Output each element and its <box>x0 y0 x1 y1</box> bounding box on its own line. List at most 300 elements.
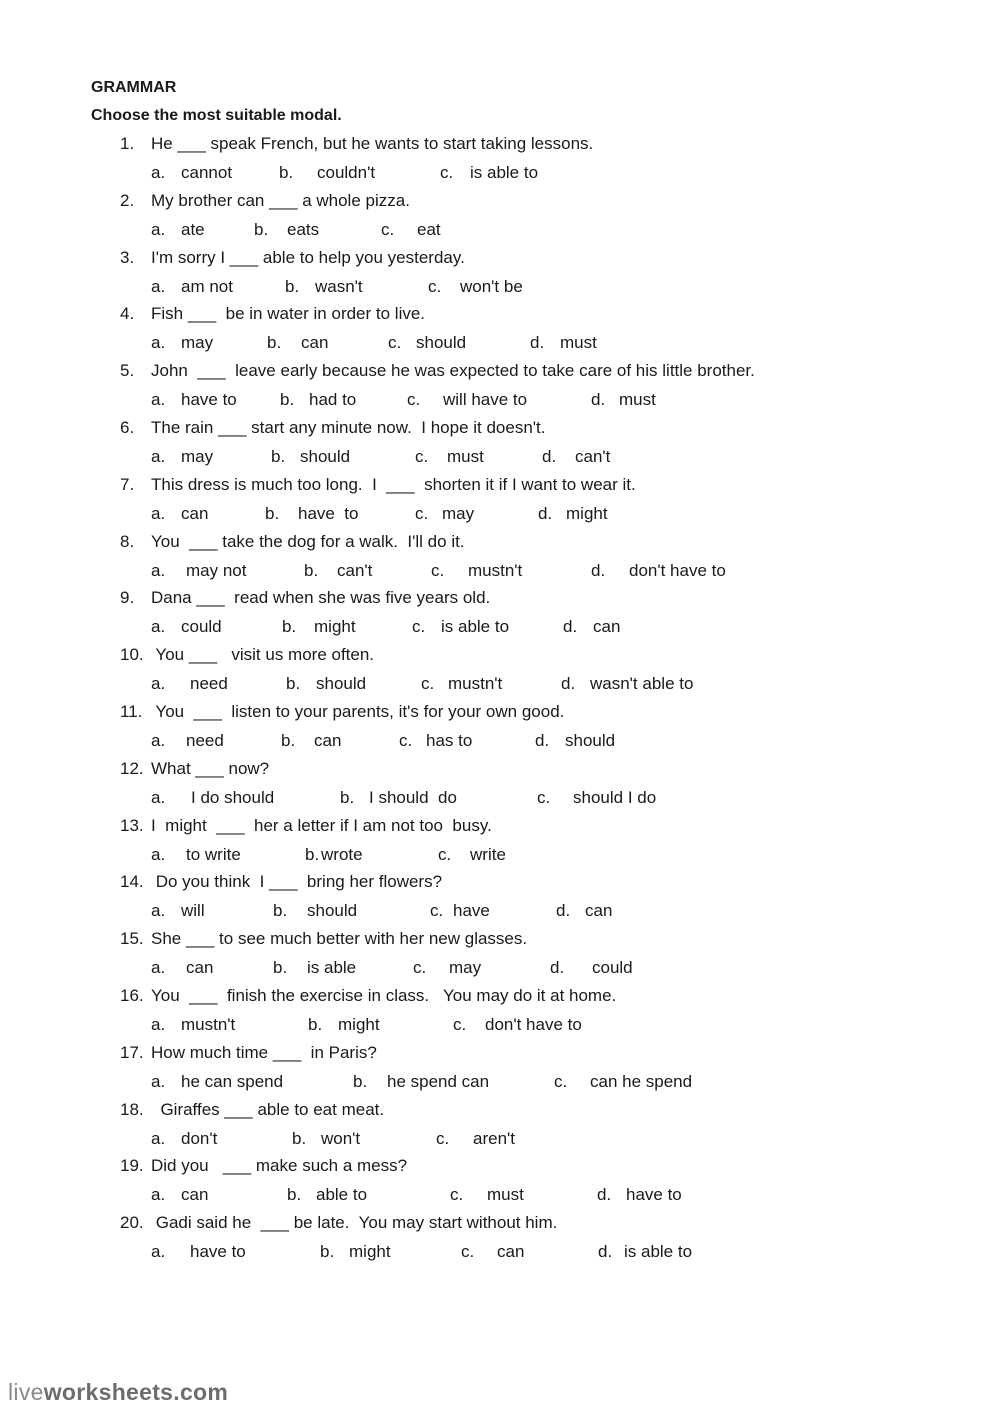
option-text: cannot <box>181 163 233 182</box>
option-text: will <box>181 901 205 921</box>
question-item <box>0 586 1000 643</box>
option-letter: c. <box>415 446 429 466</box>
option-text: couldn't <box>317 163 376 182</box>
option-text: ate <box>181 219 205 239</box>
option-letter: a. <box>151 1242 166 1262</box>
logo-brand: worksheets.com <box>43 1379 229 1405</box>
option-text: can <box>301 333 329 353</box>
option-text: don't have to <box>629 560 726 580</box>
option-text: is able <box>307 958 357 978</box>
answer-option[interactable] <box>286 672 366 696</box>
answer-option[interactable] <box>151 502 208 526</box>
option-letter: c. <box>381 219 395 239</box>
option-text: have to <box>626 1185 682 1205</box>
answer-option[interactable] <box>151 843 241 867</box>
answer-option[interactable] <box>151 672 228 696</box>
option-text: wrote <box>321 844 363 864</box>
option-letter: d. <box>598 1242 613 1262</box>
question-stem <box>120 246 465 270</box>
question-stem <box>120 984 616 1008</box>
question-number: 14. <box>120 872 144 892</box>
answer-option[interactable] <box>542 445 610 469</box>
option-letter: b. <box>308 1014 323 1034</box>
option-text: may <box>449 958 482 978</box>
option-text: may not <box>186 560 247 580</box>
option-letter: b. <box>282 617 297 637</box>
option-text: eats <box>287 219 320 239</box>
option-text: have to <box>298 503 359 523</box>
question-item <box>0 302 1000 359</box>
option-text: aren't <box>473 1128 515 1148</box>
answer-option[interactable] <box>431 559 522 583</box>
question-text: Did you ___ make such a mess? <box>151 1156 408 1176</box>
option-letter: a. <box>151 276 166 296</box>
option-text: won't <box>321 1128 361 1148</box>
answer-option[interactable] <box>151 1013 235 1037</box>
answer-option[interactable] <box>151 786 274 810</box>
answer-option[interactable] <box>340 786 457 810</box>
question-number: 6. <box>120 417 135 437</box>
answer-option[interactable] <box>554 1070 692 1094</box>
option-text: must <box>487 1185 524 1205</box>
question-item <box>0 473 1000 530</box>
answer-option[interactable] <box>151 559 246 583</box>
question-stem <box>120 530 465 554</box>
question-text: Fish ___ be in water in order to live. <box>151 304 426 324</box>
question-item <box>0 870 1000 927</box>
option-text: can't <box>337 560 373 580</box>
question-stem <box>120 189 410 213</box>
answer-option[interactable] <box>151 1127 217 1151</box>
option-letter: c. <box>428 276 442 296</box>
question-text: John ___ leave early because he was expected to take care of his little brother. <box>151 361 755 381</box>
liveworksheets-logo[interactable] <box>8 1379 228 1406</box>
option-text: need <box>186 730 224 750</box>
question-item <box>0 757 1000 814</box>
option-letter: c. <box>399 730 413 750</box>
option-letter: c. <box>430 901 444 921</box>
option-letter: a. <box>151 1071 166 1091</box>
option-letter: c. <box>554 1071 568 1091</box>
option-letter: a. <box>151 1185 166 1205</box>
question-item <box>0 1098 1000 1155</box>
question-number: 19. <box>120 1156 144 1176</box>
answer-option[interactable] <box>151 275 233 299</box>
answer-option[interactable] <box>151 331 213 355</box>
answer-option[interactable] <box>279 161 375 185</box>
question-stem <box>120 757 269 781</box>
option-text: mustn't <box>181 1014 236 1034</box>
answer-option[interactable] <box>320 1240 391 1264</box>
option-text: need <box>190 674 228 694</box>
answer-option[interactable] <box>412 615 509 639</box>
question-item <box>0 927 1000 984</box>
question-item <box>0 416 1000 473</box>
option-letter: c. <box>413 958 427 978</box>
option-text: must <box>560 333 597 353</box>
question-text: This dress is much too long. I ___ shorten it if I want to wear it. <box>151 474 636 494</box>
option-text: may <box>181 333 214 353</box>
question-item <box>0 246 1000 303</box>
option-letter: d. <box>535 730 550 750</box>
question-item <box>0 1211 1000 1268</box>
question-text: My brother can ___ a whole pizza. <box>151 190 410 210</box>
option-letter: b. <box>265 503 280 523</box>
question-number: 7. <box>120 474 135 494</box>
answer-option[interactable] <box>537 786 656 810</box>
option-letter: a. <box>151 730 166 750</box>
answer-option[interactable] <box>413 956 481 980</box>
question-number: 2. <box>120 190 135 210</box>
option-text: wasn't <box>315 276 363 296</box>
option-text: have to <box>181 390 237 410</box>
option-letter: d. <box>597 1185 612 1205</box>
answer-option[interactable] <box>151 1070 283 1094</box>
question-stem <box>120 927 527 951</box>
answer-option[interactable] <box>151 388 237 412</box>
option-text: can <box>181 503 209 523</box>
option-letter: c. <box>431 560 445 580</box>
answer-option[interactable] <box>151 729 224 753</box>
option-letter: a. <box>151 787 166 807</box>
answer-option[interactable] <box>273 899 357 923</box>
option-text: can <box>314 730 342 750</box>
answer-option[interactable] <box>292 1127 360 1151</box>
answer-option[interactable] <box>388 331 466 355</box>
option-text: can <box>181 1185 209 1205</box>
option-letter: a. <box>151 503 166 523</box>
answer-option[interactable] <box>151 1240 246 1264</box>
option-text: am not <box>181 276 233 296</box>
option-text: can <box>585 901 613 921</box>
question-number: 3. <box>120 247 135 267</box>
answer-option[interactable] <box>556 899 612 923</box>
answer-option[interactable] <box>305 843 363 867</box>
answer-option[interactable] <box>271 445 350 469</box>
option-text: could <box>181 617 222 637</box>
option-letter: a. <box>151 560 166 580</box>
answer-option[interactable] <box>280 388 356 412</box>
question-stem <box>120 814 492 838</box>
option-text: should I do <box>573 787 657 807</box>
option-letter: d. <box>591 560 606 580</box>
question-stem <box>120 1098 384 1122</box>
answer-option[interactable] <box>285 275 363 299</box>
question-text: He ___ speak French, but he wants to start taking lessons. <box>151 134 594 153</box>
option-letter: d. <box>556 901 571 921</box>
worksheet-title: GRAMMAR <box>91 79 177 96</box>
option-letter: c. <box>461 1242 475 1262</box>
option-letter: b. <box>340 787 355 807</box>
question-stem <box>120 359 755 383</box>
option-letter: c. <box>537 787 551 807</box>
option-letter: a. <box>151 958 166 978</box>
option-text: might <box>314 617 356 637</box>
instruction-text: Choose the most suitable modal. <box>91 107 342 124</box>
option-text: wasn't able to <box>590 674 694 694</box>
option-text: must <box>619 390 656 410</box>
option-letter: c. <box>453 1014 467 1034</box>
option-text: mustn't <box>448 674 503 694</box>
question-stem <box>120 132 593 156</box>
answer-option[interactable] <box>440 161 538 185</box>
answer-option[interactable] <box>415 502 474 526</box>
option-letter: a. <box>151 844 166 864</box>
answer-option[interactable] <box>591 388 656 412</box>
question-text: Dana ___ read when she was five years old. <box>151 588 491 608</box>
question-item <box>0 530 1000 587</box>
option-letter: d. <box>538 503 553 523</box>
answer-option[interactable] <box>282 615 356 639</box>
question-text: Do you think I ___ bring her flowers? <box>151 872 443 892</box>
question-list <box>0 132 1000 1268</box>
option-letter: b. <box>287 1185 302 1205</box>
question-text: The rain ___ start any minute now. I hope it doesn't. <box>151 417 546 437</box>
option-letter: b. <box>273 901 288 921</box>
option-text: is able to <box>470 163 539 182</box>
answer-option[interactable] <box>273 956 356 980</box>
answer-option[interactable] <box>287 1183 367 1207</box>
option-text: he spend can <box>387 1071 490 1091</box>
option-letter: b. <box>353 1071 368 1091</box>
question-number: 8. <box>120 531 135 551</box>
answer-option[interactable] <box>598 1240 692 1264</box>
option-text: don't have to <box>485 1014 582 1034</box>
answer-option[interactable] <box>535 729 615 753</box>
option-letter: b. <box>279 163 294 182</box>
answer-option[interactable] <box>453 1013 582 1037</box>
question-number: 1. <box>120 134 135 153</box>
question-stem <box>120 870 442 894</box>
question-stem <box>120 1041 377 1065</box>
option-text: should <box>300 446 351 466</box>
option-letter: c. <box>421 674 435 694</box>
option-text: may <box>181 446 214 466</box>
option-text: I should do <box>369 787 457 807</box>
question-stem <box>120 1211 557 1235</box>
option-text: mustn't <box>468 560 523 580</box>
answer-option[interactable] <box>304 559 372 583</box>
option-letter: b. <box>286 674 301 694</box>
option-text: may <box>442 503 475 523</box>
question-number: 13. <box>120 815 144 835</box>
option-letter: a. <box>151 219 166 239</box>
option-text: able to <box>316 1185 368 1205</box>
question-item <box>0 1041 1000 1098</box>
question-stem <box>120 700 564 724</box>
question-stem <box>120 586 490 610</box>
option-letter: d. <box>542 446 557 466</box>
question-item <box>0 643 1000 700</box>
option-letter: c. <box>440 163 454 182</box>
option-text: could <box>592 958 633 978</box>
option-letter: b. <box>254 219 269 239</box>
question-number: 4. <box>120 304 135 324</box>
question-text: How much time ___ in Paris? <box>151 1042 377 1062</box>
question-stem <box>120 473 636 497</box>
logo-prefix: live <box>8 1379 44 1405</box>
option-letter: b. <box>271 446 286 466</box>
answer-option[interactable] <box>151 956 213 980</box>
question-item <box>0 132 1000 189</box>
answer-option[interactable] <box>151 615 222 639</box>
question-text: What ___ now? <box>151 758 270 778</box>
question-item <box>0 359 1000 416</box>
answer-option[interactable] <box>407 388 527 412</box>
option-text: will have to <box>443 390 528 410</box>
answer-option[interactable] <box>399 729 472 753</box>
option-text: don't <box>181 1128 218 1148</box>
question-item <box>0 189 1000 246</box>
answer-option[interactable] <box>597 1183 682 1207</box>
option-text: must <box>447 446 484 466</box>
question-item <box>0 700 1000 757</box>
answer-option[interactable] <box>550 956 633 980</box>
option-text: have to <box>190 1242 246 1262</box>
option-text: is able to <box>624 1242 693 1262</box>
option-text: might <box>338 1014 380 1034</box>
answer-option[interactable] <box>265 502 359 526</box>
option-letter: d. <box>563 617 578 637</box>
question-stem <box>120 1154 407 1178</box>
option-letter: b. <box>273 958 288 978</box>
answer-option[interactable] <box>438 843 506 867</box>
option-letter: d. <box>591 390 606 410</box>
option-text: eat <box>417 219 441 239</box>
question-text: She ___ to see much better with her new glasses. <box>151 929 528 949</box>
question-text: You ___ visit us more often. <box>151 645 375 665</box>
question-text: Giraffes ___ able to eat meat. <box>151 1099 385 1119</box>
option-text: might <box>566 503 608 523</box>
option-letter: a. <box>151 333 166 353</box>
option-letter: c. <box>450 1185 464 1205</box>
answer-option[interactable] <box>151 899 205 923</box>
question-text: You ___ finish the exercise in class. You may do it at home. <box>151 985 617 1005</box>
answer-option[interactable] <box>461 1240 524 1264</box>
option-letter: c. <box>407 390 421 410</box>
option-text: should <box>316 674 367 694</box>
answer-option[interactable] <box>308 1013 380 1037</box>
question-stem <box>120 643 374 667</box>
option-letter: d. <box>530 333 545 353</box>
answer-option[interactable] <box>151 218 205 242</box>
answer-option[interactable] <box>430 899 490 923</box>
answer-option[interactable] <box>561 672 693 696</box>
option-letter: b. <box>292 1128 307 1148</box>
option-text: is able to <box>441 617 510 637</box>
option-letter: a. <box>151 1014 166 1034</box>
question-item <box>0 1154 1000 1211</box>
answer-option[interactable] <box>151 161 232 185</box>
question-text: You ___ listen to your parents, it's for your own good. <box>151 701 565 721</box>
answer-option[interactable] <box>538 502 608 526</box>
answer-option[interactable] <box>151 1183 208 1207</box>
answer-option[interactable] <box>450 1183 524 1207</box>
question-number: 5. <box>120 361 135 381</box>
answer-option[interactable] <box>267 331 328 355</box>
option-letter: c. <box>388 333 402 353</box>
question-number: 11. <box>120 701 143 721</box>
option-text: should <box>565 730 616 750</box>
option-text: can <box>186 958 214 978</box>
option-letter: d. <box>561 674 576 694</box>
question-number: 10. <box>120 645 144 665</box>
option-text: won't be <box>460 276 523 296</box>
question-text: You ___ take the dog for a walk. I'll do it. <box>151 531 465 551</box>
question-number: 17. <box>120 1042 144 1062</box>
question-text: I might ___ her a letter if I am not too busy. <box>151 815 492 835</box>
option-text: I do should <box>191 787 275 807</box>
option-letter: b. <box>267 333 282 353</box>
option-letter: c. <box>438 844 452 864</box>
question-stem <box>120 416 545 440</box>
option-letter: a. <box>151 674 166 694</box>
option-letter: b. <box>285 276 300 296</box>
option-letter: b. <box>304 560 319 580</box>
question-number: 9. <box>120 588 135 608</box>
question-text: Gadi said he ___ be late. You may start without him. <box>151 1213 558 1233</box>
option-text: can <box>593 617 621 637</box>
answer-option[interactable] <box>254 218 319 242</box>
answer-option[interactable] <box>428 275 523 299</box>
option-letter: b. <box>280 390 295 410</box>
answer-option[interactable] <box>381 218 441 242</box>
answer-option[interactable] <box>281 729 341 753</box>
answer-option[interactable] <box>353 1070 489 1094</box>
option-text: can <box>497 1242 525 1262</box>
option-letter: c. <box>436 1128 450 1148</box>
option-letter: a. <box>151 1128 166 1148</box>
option-text: has to <box>426 730 473 750</box>
option-text: had to <box>309 390 357 410</box>
answer-option[interactable] <box>563 615 620 639</box>
option-letter: d. <box>550 958 565 978</box>
option-text: should <box>307 901 358 921</box>
question-number: 20. <box>120 1213 144 1233</box>
option-letter: a. <box>151 901 166 921</box>
option-text: have <box>453 901 490 921</box>
option-text: can't <box>575 446 611 466</box>
option-letter: a. <box>151 390 166 410</box>
answer-option[interactable] <box>436 1127 515 1151</box>
question-stem <box>120 302 425 326</box>
option-letter: a. <box>151 617 166 637</box>
answer-option[interactable] <box>421 672 502 696</box>
option-letter: b. <box>305 844 320 864</box>
option-text: he can spend <box>181 1071 284 1091</box>
question-number: 12. <box>120 758 144 778</box>
question-item <box>0 814 1000 871</box>
question-text: I'm sorry I ___ able to help you yesterday. <box>151 247 465 267</box>
option-text: to write <box>186 844 241 864</box>
answer-option[interactable] <box>415 445 484 469</box>
option-letter: b. <box>320 1242 335 1262</box>
question-number: 16. <box>120 985 144 1005</box>
question-item <box>0 984 1000 1041</box>
answer-option[interactable] <box>530 331 597 355</box>
option-letter: c. <box>415 503 429 523</box>
option-text: write <box>470 844 506 864</box>
option-letter: a. <box>151 163 166 182</box>
option-letter: a. <box>151 446 166 466</box>
question-number: 15. <box>120 929 144 949</box>
question-number: 18. <box>120 1099 144 1119</box>
answer-option[interactable] <box>591 559 726 583</box>
option-letter: c. <box>412 617 426 637</box>
option-letter: b. <box>281 730 296 750</box>
answer-option[interactable] <box>151 445 213 469</box>
option-text: can he spend <box>590 1071 693 1091</box>
